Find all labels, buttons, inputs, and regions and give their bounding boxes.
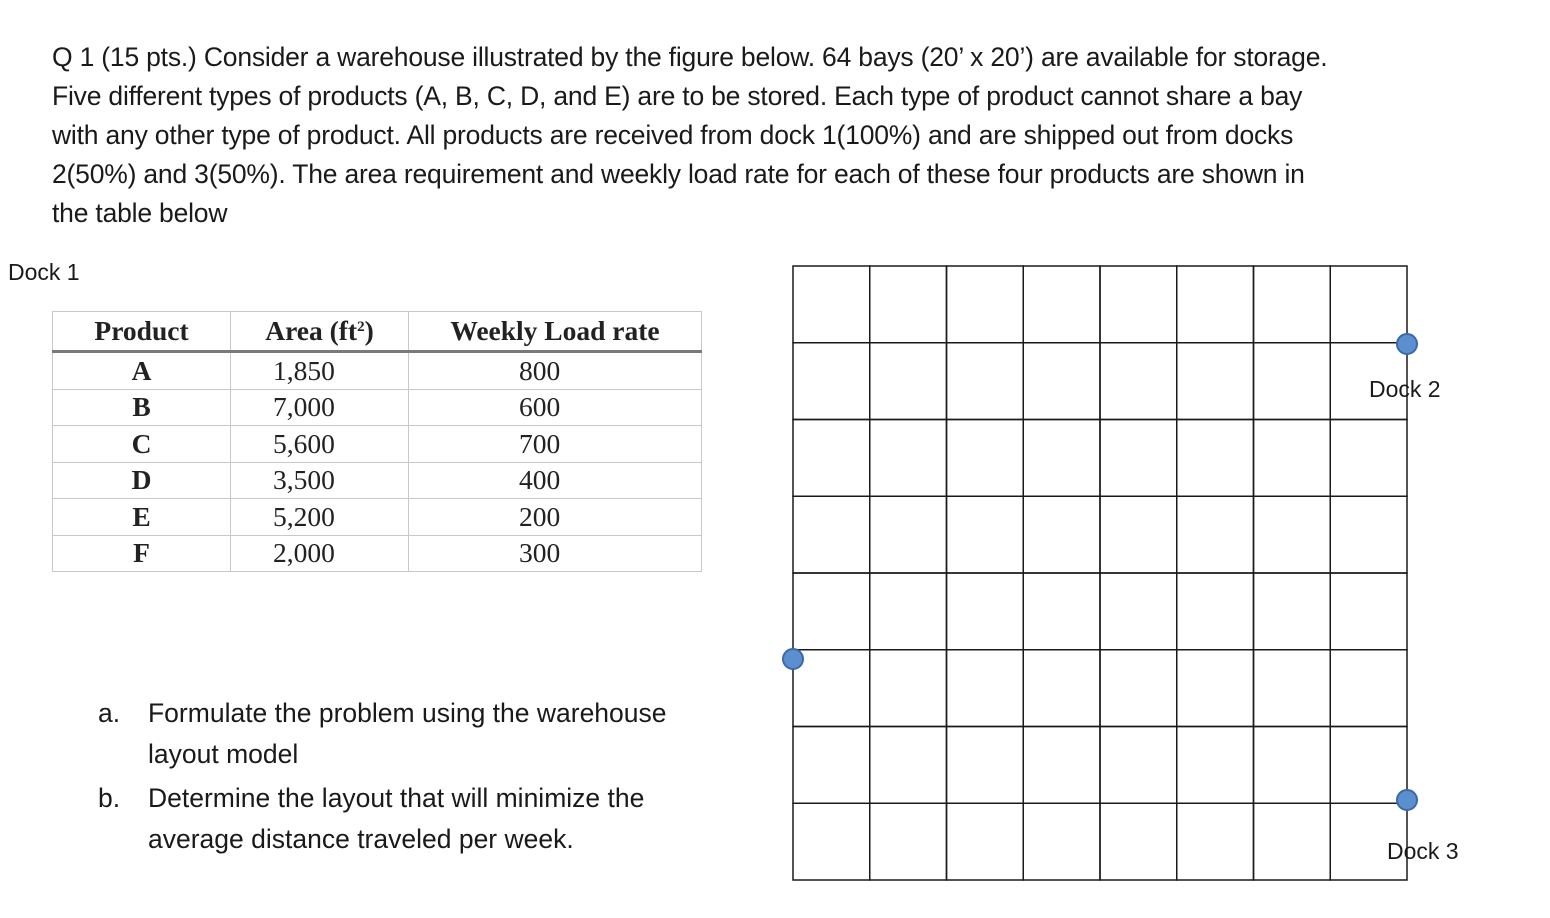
dock-1-label: Dock 1	[8, 259, 80, 285]
cell-load: 600	[409, 389, 702, 426]
cell-load: 200	[409, 499, 702, 536]
header-product: Product	[53, 312, 231, 352]
question-line: 2(50%) and 3(50%). The area requirement and weekly load rate for each of these four products are shown in	[52, 159, 1305, 189]
warehouse-bay	[793, 727, 870, 804]
warehouse-bay	[1330, 650, 1407, 727]
question-line: with any other type of product. All products are received from dock 1(100%) and are shipped out from docks	[52, 120, 1294, 150]
warehouse-bay	[1330, 266, 1407, 343]
warehouse-bay	[870, 420, 947, 497]
warehouse-bay	[1023, 803, 1100, 880]
warehouse-bay	[1330, 496, 1407, 573]
cell-product: D	[53, 462, 231, 499]
warehouse-bay	[1023, 420, 1100, 497]
warehouse-bay	[1100, 343, 1177, 420]
cell-area: 5,200	[231, 499, 409, 536]
cell-product: C	[53, 426, 231, 463]
dock-3-label: Dock 3	[1387, 838, 1459, 864]
header-area-suffix: )	[364, 315, 374, 346]
warehouse-bay	[1023, 496, 1100, 573]
header-load-rate: Weekly Load rate	[409, 312, 702, 352]
warehouse-bay	[1100, 420, 1177, 497]
warehouse-bay	[1023, 266, 1100, 343]
warehouse-bay	[1254, 803, 1331, 880]
warehouse-bay	[1254, 573, 1331, 650]
warehouse-bay	[870, 727, 947, 804]
warehouse-bay	[1023, 573, 1100, 650]
warehouse-bay	[793, 266, 870, 343]
warehouse-bay	[1177, 573, 1254, 650]
warehouse-bay	[870, 803, 947, 880]
task-marker: b.	[98, 783, 121, 813]
warehouse-bay	[1254, 727, 1331, 804]
warehouse-bay	[793, 573, 870, 650]
question-line: Q 1 (15 pts.) Consider a warehouse illustrated by the figure below. 64 bays (20’ x 20’) are available for storage.	[52, 42, 1328, 72]
cell-product: A	[53, 352, 231, 390]
task-text-line: average distance traveled per week.	[148, 824, 574, 854]
warehouse-bay	[1100, 803, 1177, 880]
warehouse-bay	[947, 266, 1024, 343]
warehouse-bay	[793, 803, 870, 880]
dock-2-label: Dock 2	[1369, 376, 1441, 402]
warehouse-bay	[947, 803, 1024, 880]
cell-area: 3,500	[231, 462, 409, 499]
question-line: Five different types of products (A, B, C, D, and E) are to be stored. Each type of product cannot share a bay	[52, 81, 1303, 111]
cell-area: 2,000	[231, 535, 409, 572]
warehouse-bay	[870, 343, 947, 420]
warehouse-bay	[1100, 650, 1177, 727]
warehouse-bay	[1023, 650, 1100, 727]
task-text-line: Formulate the problem using the warehouse	[148, 698, 667, 728]
cell-area: 7,000	[231, 389, 409, 426]
warehouse-bay	[870, 266, 947, 343]
warehouse-bay	[1254, 420, 1331, 497]
warehouse-bay	[947, 420, 1024, 497]
warehouse-bay	[947, 573, 1024, 650]
cell-load: 400	[409, 462, 702, 499]
warehouse-bay	[870, 573, 947, 650]
warehouse-bay	[947, 496, 1024, 573]
warehouse-bay	[1177, 266, 1254, 343]
cell-load: 800	[409, 352, 702, 390]
warehouse-bay	[1177, 803, 1254, 880]
warehouse-bay	[870, 650, 947, 727]
header-area-sup: 2	[357, 319, 365, 335]
warehouse-bay	[1330, 727, 1407, 804]
cell-product: B	[53, 389, 231, 426]
warehouse-bay	[1177, 343, 1254, 420]
warehouse-bay	[1177, 727, 1254, 804]
warehouse-bay	[947, 343, 1024, 420]
warehouse-bay	[793, 650, 870, 727]
warehouse-bay	[1254, 496, 1331, 573]
warehouse-bay	[1100, 727, 1177, 804]
warehouse-bay	[1177, 650, 1254, 727]
warehouse-bay	[793, 496, 870, 573]
cell-product: E	[53, 499, 231, 536]
warehouse-bay	[1330, 573, 1407, 650]
warehouse-bay	[870, 496, 947, 573]
question-line: the table below	[52, 198, 228, 228]
warehouse-bay	[1254, 266, 1331, 343]
dock-3-marker	[1397, 790, 1417, 810]
dock-2-marker	[1397, 334, 1417, 354]
cell-load: 300	[409, 535, 702, 572]
warehouse-bay	[1330, 420, 1407, 497]
warehouse-bay	[947, 650, 1024, 727]
cell-area: 1,850	[231, 352, 409, 390]
header-area-prefix: Area (ft	[265, 315, 358, 346]
dock-1-marker	[783, 649, 803, 669]
task-text-line: Determine the layout that will minimize the	[148, 783, 645, 813]
cell-load: 700	[409, 426, 702, 463]
warehouse-bay	[1023, 343, 1100, 420]
warehouse-bay	[947, 727, 1024, 804]
warehouse-bay	[1254, 650, 1331, 727]
task-marker: a.	[98, 698, 121, 728]
warehouse-bay	[1100, 496, 1177, 573]
task-text-line: layout model	[148, 739, 299, 769]
cell-area: 5,600	[231, 426, 409, 463]
warehouse-bay	[793, 343, 870, 420]
cell-product: F	[53, 535, 231, 572]
warehouse-bay	[1100, 266, 1177, 343]
warehouse-bay	[1100, 573, 1177, 650]
warehouse-bay	[1023, 727, 1100, 804]
warehouse-bay	[1254, 343, 1331, 420]
warehouse-bay	[1177, 496, 1254, 573]
warehouse-bay	[1177, 420, 1254, 497]
warehouse-bay	[793, 420, 870, 497]
